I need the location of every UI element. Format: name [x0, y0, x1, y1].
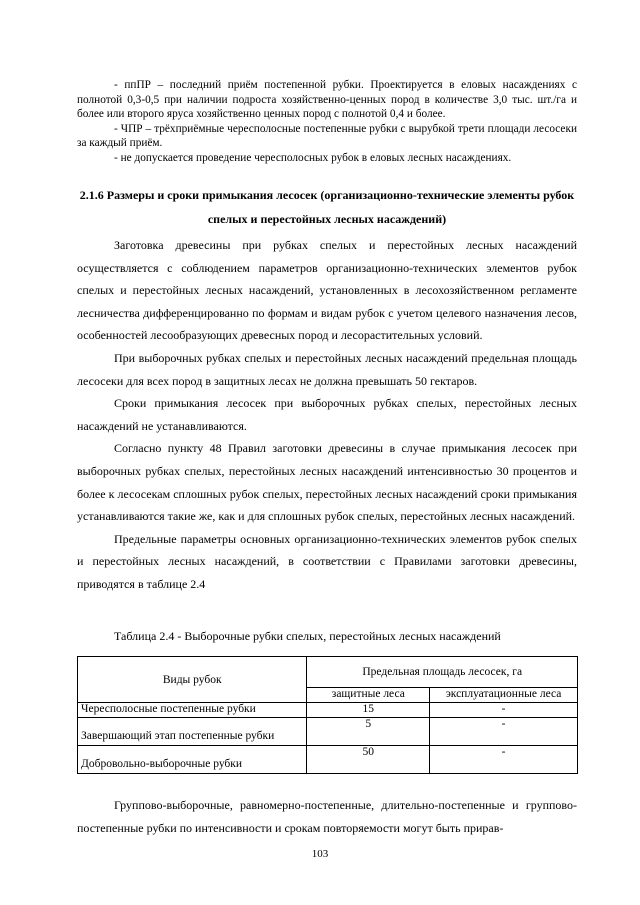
paragraph-limit-params: Предельные параметры основных организационно-технических элементов рубок спелых и перестойных лесных насаждений, в соответствии с Правилами заготовки древесины, приводятся в таблице 2.4 [77, 531, 577, 591]
cuttings-table [77, 656, 578, 774]
paragraph-harvesting: Заготовка древесины при рубках спелых и перестойных лесных насаждений осуществляется с соблюдением параметров организационно-технических элементов рубок спелых и перестойных лесных насаждений, установленных в лесохозяйственном регламенте лесничества дифференцированно по формам и видам рубок с учетом целевого назначения лесов, особенностей лесообразующих древесных пород и лесорастительных условий. [77, 238, 577, 343]
table-row [78, 746, 578, 774]
row-exploitation-value: - [430, 718, 578, 746]
row-exploitation-value: - [430, 746, 578, 774]
intro-list [77, 78, 577, 166]
header-max-area: Предельная площадь лесосек, га [307, 657, 578, 688]
paragraph-adjacency: Сроки примыкания лесосек при выборочных рубках спелых, перестойных лесных насаждений не устанавливаются. [77, 396, 577, 433]
paragraph-max-area: При выборочных рубках спелых и перестойных лесных насаждений предельная площадь лесосеки для всех пород в защитных лесах не должна превышать 50 гектаров. [77, 350, 577, 388]
header-cutting-type: Виды рубок [78, 657, 307, 703]
row-name: Завершающий этап постепенные рубки [78, 718, 307, 746]
paragraph-closing: Группово-выборочные, равномерно-постепенные, длительно-постепенные и группово-постепенные рубки по интенсивности и срокам повторяемости могут быть прирав- [77, 798, 577, 835]
body-text [77, 234, 577, 596]
row-exploitation-value: - [430, 703, 578, 718]
closing-text [77, 794, 577, 839]
table-row [78, 703, 578, 718]
row-name: Добровольно-выборочные рубки [78, 746, 307, 774]
intro-item-restriction: - не допускается проведение чересполосных рубок в еловых лесных насаждениях. [114, 151, 512, 164]
table-row [78, 718, 578, 746]
row-name: Чересполосные постепенные рубки [78, 703, 307, 718]
row-protective-value: 5 [307, 718, 430, 746]
row-protective-value: 15 [307, 703, 430, 718]
intro-item-chpr: - ЧПР – трёхприёмные чересполосные постепенные рубки с вырубкой трети площади лесосеки за каждый приём. [77, 122, 577, 150]
intro-item-ppr: - ппПР – последний приём постепенной рубки. Проектируется в еловых насаждениях с полнотой 0,3-0,5 при наличии подроста хозяйственно-ценных пород в количестве 3,0 тыс. шт./га и более или второго яруса хозяйственно ценных пород с полнотой 0,4 и более. [77, 79, 577, 121]
row-protective-value: 50 [307, 746, 430, 774]
table-caption: Таблица 2.4 - Выборочные рубки спелых, перестойных лесных насаждений [114, 629, 501, 643]
subheader-protective: защитные леса [307, 688, 430, 703]
subheader-exploitation: эксплуатационные леса [430, 688, 578, 703]
section-heading: 2.1.6 Размеры и сроки примыкания лесосек (организационно-технические элементы рубок спелых и перестойных лесных насаждений) [79, 188, 575, 226]
paragraph-rule-48: Согласно пункту 48 Правил заготовки древесины в случае примыкания лесосек при выборочных рубках спелых, перестойных лесных насаждений интенсивностью 30 процентов и более к лесосекам сплошных рубок спелых, перестойных лесных насаждений сроки примыкания устанавливаются такие же, как и для сплошных рубок спелых, перестойных лесных насаждений. [77, 441, 577, 524]
page-number: 103 [311, 848, 329, 860]
